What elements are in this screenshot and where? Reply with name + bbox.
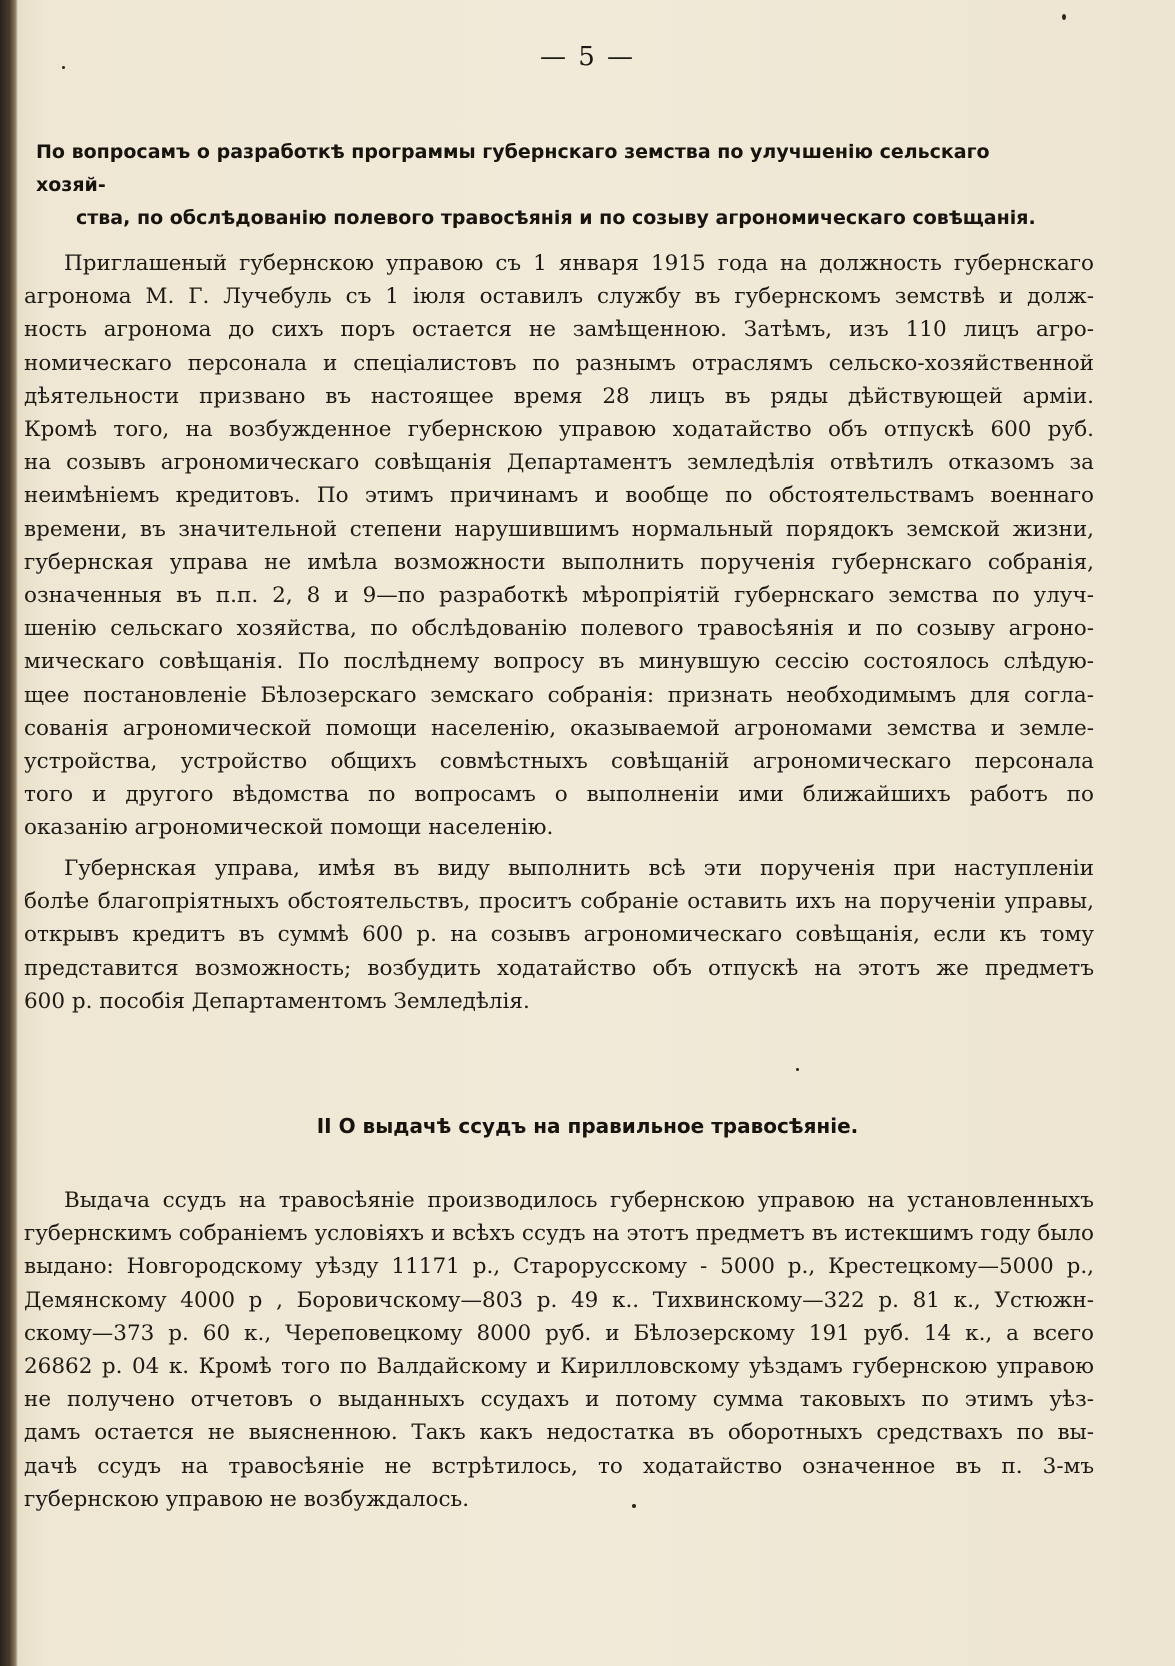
paragraph-line: Выдача ссудъ на травосѣяніе производилось губернскою управою на установленныхъ (64, 1188, 1094, 1213)
paragraph-line: оказанію агрономической помощи населенію. (24, 815, 554, 841)
paragraph-line: Приглашеный губернскою управою съ 1 января 1915 года на должность губернскаго (64, 251, 1094, 276)
paragraph-line: того и другого вѣдомства по вопросамъ о выполненіи ими ближайшихъ работъ по (24, 782, 1094, 808)
paragraph-line: губернскимъ собраніемъ условіяхъ и всѣхъ ссудъ на этотъ предметъ въ истекшимъ году было (24, 1221, 1094, 1247)
paragraph-line: Кромѣ того, на возбужденное губернскою управою ходатайство объ отпускѣ 600 руб. (24, 417, 1094, 443)
paragraph-line: дачѣ ссудъ на травосѣяніе не встрѣтилось, то ходатайство означенное въ п. 3-мъ (24, 1453, 1094, 1479)
paragraph-line: губернскою управою не возбуждалось. (24, 1486, 470, 1512)
paragraph-line: 26862 р. 04 к. Кромѣ того по Валдайскому и Кирилловскому уѣздамъ губернскою управою (24, 1354, 1094, 1380)
binding-edge (0, 0, 18, 1666)
paragraph-line: Губернская управа, имѣя въ виду выполнить всѣ эти порученія при наступленіи (64, 856, 1094, 881)
paragraph-line: шенію сельскаго хозяйства, по обслѣдованію полевого травосѣянія и по созыву агроно- (24, 616, 1094, 642)
paragraph-line: номическаго персонала и спеціалистовъ по разнымъ отраслямъ сельско-хозяйственной (24, 350, 1094, 376)
paragraph-line: ность агронома до сихъ поръ остается не замѣщенною. Затѣмъ, изъ 110 лицъ агро- (24, 317, 1094, 343)
paragraph-line: означенныя въ п.п. 2, 8 и 9—по разработкѣ мѣропріятій губернскаго земства по улуч- (24, 583, 1094, 609)
paragraph-line: мическаго совѣщанія. По послѣднему вопросу въ минувшую сессію состоялось слѣдую- (24, 649, 1094, 675)
section-1-heading-line-1: По вопросамъ о разработкѣ программы губернскаго земства по улучшенію сельскаго хозяй- (36, 141, 990, 196)
ink-speck (796, 1068, 799, 1071)
paragraph-line: скому—373 р. 60 к., Череповецкому 8000 руб. и Бѣлозерскому 191 руб. 14 к., а всего (24, 1320, 1094, 1346)
paragraph-line: дѣятельности призвано въ настоящее время 28 лицъ въ ряды дѣйствующей арміи. (24, 383, 1094, 409)
paragraph-line: неимѣніемъ кредитовъ. По этимъ причинамъ и вообще по обстоятельствамъ военнаго (24, 483, 1094, 509)
paragraph-line: открывъ кредитъ въ суммѣ 600 р. на созывъ агрономическаго совѣщанія, если къ тому (24, 922, 1094, 948)
paragraph-line: щее постановленіе Бѣлозерскаго земскаго собранія: признать необходимымъ для согла- (24, 682, 1094, 708)
ink-speck (632, 1504, 636, 1508)
section-2-paragraph-1 (24, 1184, 1094, 1516)
paragraph-line: губернская управа не имѣла возможности выполнить порученія губернскаго собранія, (24, 549, 1094, 575)
paragraph-line: дамъ остается не выясненною. Такъ какъ недостатка въ оборотныхъ средствахъ по вы- (24, 1420, 1094, 1446)
paragraph-line: не получено отчетовъ о выданныхъ ссудахъ и потому сумма таковыхъ по этимъ уѣз- (24, 1387, 1094, 1413)
paragraph-line: Демянскому 4000 р , Боровичскому—803 р. 49 к.. Тихвинскому—322 р. 81 к., Устюжн- (24, 1287, 1094, 1313)
paragraph-line: устройства, устройство общихъ совмѣстныхъ совѣщаній агрономическаго персонала (24, 749, 1094, 775)
paragraph-line: на созывъ агрономическаго совѣщанія Департаментъ земледѣлія отвѣтилъ отказомъ за (24, 450, 1094, 476)
paragraph-line: агронома М. Г. Лучебуль съ 1 іюля оставилъ службу въ губернскомъ земствѣ и долж- (24, 284, 1094, 310)
page-number: — 5 — (539, 42, 636, 72)
ink-speck (1062, 14, 1066, 20)
section-1-paragraph-2 (24, 852, 1094, 1018)
ink-speck (62, 66, 65, 69)
section-1-paragraph-1 (24, 247, 1094, 845)
paragraph-line: времени, въ значительной степени нарушившимъ нормальный порядокъ земской жизни, (24, 516, 1094, 542)
paragraph-line: болѣе благопріятныхъ обстоятельствъ, проситъ собраніе оставить ихъ на порученіи управы, (24, 889, 1094, 915)
section-1-heading-line-2: ства, по обслѣдованію полевого травосѣянія и по созыву агрономическаго совѣщанія. (76, 207, 1036, 229)
section-2-heading: II О выдачѣ ссудъ на правильное травосѣяніе. (316, 1114, 859, 1138)
paragraph-line: представится возможность; возбудить ходатайство объ отпускѣ на этотъ же предметъ (24, 955, 1094, 981)
section-1-heading (36, 136, 1061, 235)
paragraph-line: 600 р. пособія Департаментомъ Земледѣлія. (24, 988, 530, 1014)
paragraph-line: выдано: Новгородскому уѣзду 11171 р., Старорусскому - 5000 р., Крестецкому—5000 р., (24, 1254, 1094, 1280)
paragraph-line: сованія агрономической помощи населенію, оказываемой агрономами земства и земле- (24, 715, 1094, 741)
